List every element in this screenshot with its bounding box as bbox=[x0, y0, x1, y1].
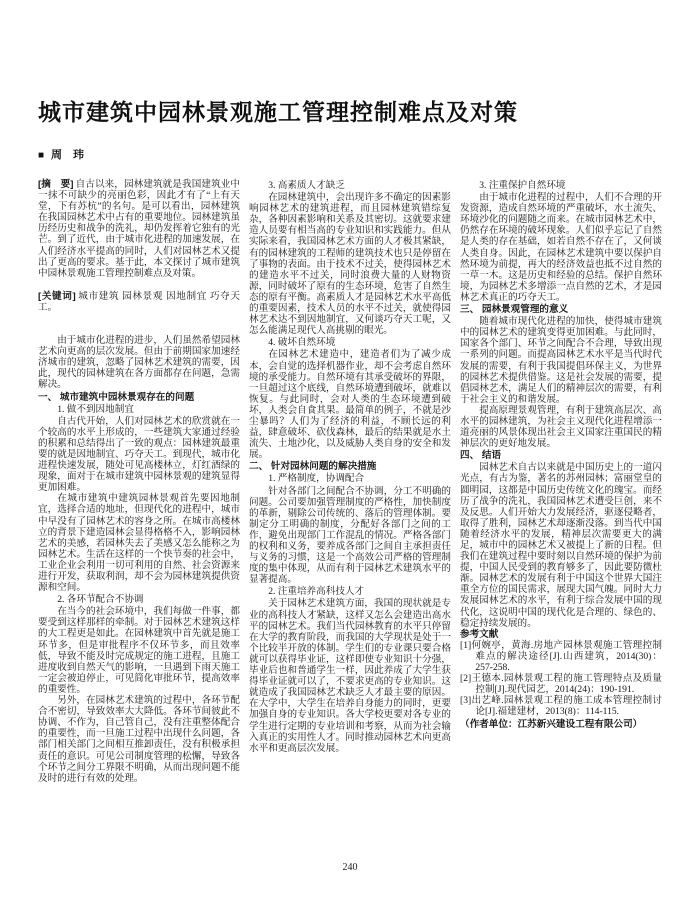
subsection-heading: 4. 破坏自然环境 bbox=[268, 337, 336, 349]
paragraph: 关于园林艺术建筑方面，我国的现状就是专业的高科技人才紧缺，这样又怎么会建造出高水平的园林艺术。我们当代园林教育的水平只停留在大学的教育阶段，而我国的大学现状是处于一个比较半开放的体制。学生们的专业课只要合格就可以获得毕业证，这样即使专业知识十分强，毕业后也和普通学生一样，因此养成了大学生获得毕业证就可以了，不要求更高的专业知识。这就造成了我国园林艺术缺乏人才最主要的原因。在大学中，大学生在培养自身能力的同时，更要加强自身的专业知识。各大学校更要对各专业的学生进行定期的专业培训和考察，从而为社会输入真正的实用性人才。同时推动园林艺术向更高水平和更高层次发展。 bbox=[249, 598, 451, 754]
keywords-text: 城市建筑 园林景观 因地制宜 巧夺天工。 bbox=[38, 290, 240, 313]
paragraph: 在园林艺术建造中，建造者们为了减少成本，会自觉的选择机器作业，却不会考虑自然环境的承受能力。自然环境有其承受破坏的界限，一旦超过这个底线，自然环境遭到破坏，就难以恢复。与此同时，会对人类的生态环境遭到破坏，人类会自食其果。最简单的例子，不就是沙尘暴吗？人们为了经济的利益，不顾长远的利益，肆意破坏、砍伐森林，最后的结果就是水土流失、土地沙化，以及威胁人类自身的安全和发展。 bbox=[249, 349, 451, 461]
affiliation: （作者单位：江苏新兴建设工程有限公司） bbox=[460, 718, 643, 730]
abstract-text: 自古以来，园林建筑就是我国建筑业中一抹不可缺少的亮丽色彩，因此才有了“上有天堂，下有苏杭”的名句。是可以看出，园林建筑在我国园林艺术中占有的重要地位。园林建筑虽历经历史和战争的洗礼，却仍发挥着它独有的光芒。到了近代，由于城市化进程的加速发展，在人们经济水平提高的同时，人们对园林艺术又提出了更高的要求。基于此，本文探讨了城市建筑中园林景观施工管理控制难点及对策。 bbox=[38, 179, 241, 279]
author-marker: ■ bbox=[38, 150, 45, 161]
paragraph: 园林艺术自古以来就是中国历史上的一道闪光点，有古为鉴，著名的苏州园林；富丽堂皇的圆明园，这都是中国历史传统文化的瑰宝。而经历了战争的洗礼，我国园林艺术遭受巨创，来不及反思。人们开始大力发展经济，驱逐侵略者，取得了胜利，园林艺术却逐渐没落。到当代中国随着经济水平的发展，精神层次需要更大的满足，城市中的园林艺术又被提上了新的日程。但我们在建筑过程中要时刻以自然环境的保护为前提，中国人民受到的教育够多了，因此要防微杜渐。园林艺术的发展有利于中国这个世界大国注重全方位的国民需求，展现大国气魄。同时大力发展园林艺术的水平，有利于综合发展中国的现代化，这说明中国的现代化是合理的、绿色的、稳定持续发展的。 bbox=[460, 462, 662, 629]
paragraph: 提高原理景观管理，有利于建筑高层次、高水平的园林建筑，为社会主义现代化进程增添一道亮丽的风景体现出社会主义国家注重国民的精神层次的更好地发展。 bbox=[460, 404, 662, 450]
abstract bbox=[38, 179, 240, 279]
abstract-label: [摘 要] bbox=[38, 179, 74, 190]
column-left bbox=[38, 179, 240, 784]
subsection-heading: 2. 各环节配合不协调 bbox=[57, 594, 144, 606]
subsection-heading: 3. 高素质人才缺乏 bbox=[268, 180, 345, 191]
article-body bbox=[38, 179, 662, 784]
paragraph: 自古代开始，人们对园林艺术的欣赏就在一个较高的水平上形成的，一些建筑大家通过经验的积累和总结得出了一致的观点：园林建筑最重要的就是因地制宜、巧夺天工。到现代，城市化进程快速发展，随处可见高楼林立，灯红酒绿的现象，面对于在城市建筑中园林景观的建筑显得更加困难。 bbox=[38, 415, 240, 494]
article-title: 城市建筑中园林景观施工管理控制难点及对策 bbox=[38, 99, 518, 125]
keywords bbox=[38, 291, 240, 313]
section-heading: 一、 城市建筑中园林景观存在的问题 bbox=[38, 391, 195, 403]
paragraph: 在城市建筑中建筑园林景观首先要因地制宜，选择合适的地址，但现代化的进程中，城市中早没有了园林艺术的容身之所。在城市高楼林立的背景下建造园林会显得格格不入，影响园林艺术的美感，若园林失去了美感又怎么能称之为园林艺术。生活在这样的一个快节奏的社会中，工业企业会利用一切可利用的自然、社会资源来进行开发，获取利润，却不会为园林建筑提供资源和空间。 bbox=[38, 493, 240, 594]
column-middle bbox=[249, 179, 451, 784]
section-heading: 二、 针对园林问题的解决措施 bbox=[249, 461, 377, 473]
section-heading: 三、 园林景观管理的意义 bbox=[460, 304, 569, 316]
paragraph: 在当今的社会环境中，我们每做一件事，都要受到这样那样的牵制。对于园林艺术建筑这样的大工程更是如此。在园林建筑中首先就是施工环节多，但是审批程序不仅环节多，而且效率低，导致不能及时完成规定的施工进程，且施工进度收到自然天气的影响，一旦遇到下雨天施工一定会被迫停止，可见简化审批环节，提高效率的重要性。 bbox=[38, 606, 240, 695]
paragraph: 由于城市化进程的进步，人们虽然希望园林艺术向更高的层次发展。但由于前期国家加速经济城市的建筑，忽略了园林艺术建筑的需要，因此，现代的园林建筑在各方面都存在问题，急需解决。 bbox=[38, 335, 240, 391]
section-heading: 四、 结语 bbox=[460, 450, 502, 462]
subsection-heading: 2. 注重培养高科技人才 bbox=[268, 586, 365, 598]
keywords-label: [关键词] bbox=[38, 290, 76, 302]
subsection-heading: 3. 注重保护自然环境 bbox=[479, 180, 566, 191]
reference-item: [2]王德本.园林景观工程的施工管理特点及质量控制[J].现代园艺，2014(24)：190-191. bbox=[460, 673, 662, 696]
references-heading: 参考文献 bbox=[460, 628, 499, 640]
reference-item: [3]出艺峰.园林景观工程的施工成本管理控制讨论[J].福建建材，2013(8)：114-115. bbox=[460, 695, 662, 718]
paragraph: 由于城市化进程的过程中，人们不合理的开发资源，造成自然环境的严重破坏，水土流失、环境沙化的问题随之而来。在城市园林艺术中，仍然存在环境的破坏现象。人们似乎忘记了自然是人类的存在基础，如若自然不存在了，又何谈人类自身。因此，在园林艺术建筑中要以保护自然环境为前提，再大的经济效益也抵不过自然的一草一木。这是历史和经验的总结。保护自然环境，为园林艺术多增添一点自然的艺术，才是园林艺术真正的巧夺天工。 bbox=[460, 192, 662, 303]
reference-item: [1]何婉亭，黄海.房地产园林景观施工管理控制难点的解决途径[J].山西建筑，2014(30)：257-258. bbox=[460, 639, 662, 674]
subsection-heading: 1. 做不到因地制宜 bbox=[57, 403, 134, 415]
paragraph: 随着城市现代化进程的加快，使得城市建筑中的园林艺术的建筑变得更加困难。与此同时，国家各个部门、环节之间配合不合理，导致出现一系列的问题。而提高园林艺术水平是当代时代发展的需要，有利于我国提倡环保主义，为世界的园林艺术提供借鉴。这是社会发展的需要，提倡园林艺术，满足人们的精神层次的需要，有利于社会主义的和谐发展。 bbox=[460, 316, 662, 405]
paragraph: 在园林建筑中，会出现许多不确定的因素影响园林艺术的建筑进程，而且园林建筑错综复杂，各种因素影响和关系及其密切。这就要求建造人员要有相当高的专业知识和实践能力。但从实际来看，我国园林艺术方面的人才极其紧缺，有的园林建筑的工程师的建筑技术也只是停留在了事物的表面。由于技术不过关，使得园林艺术的建造水平不过关，同时浪费大量的人财物资源，同时破坏了原有的生态环境，危害了自然生态的原有平衡。高素质人才是园林艺术水平高低的重要因素，技术人员的水平不过关，就使得园林艺术达不到因地制宜，又何谈巧夺天工呢，又怎么能满足现代人高挑剔的眼光。 bbox=[249, 192, 451, 337]
author-name: 周 玮 bbox=[51, 149, 85, 161]
page-number: 240 bbox=[342, 862, 358, 873]
column-right bbox=[460, 179, 662, 784]
subsection-heading: 1. 严格制度，协调配合 bbox=[268, 473, 365, 485]
paragraph: 另外，在园林艺术建筑的过程中，各环节配合不密切，导致效率大大降低。各环节间彼此不协调、不作为，自己管自己，没有注重整体配合的重要性，而一旦施工过程中出现什么问题，各部门相关部门之间相互推卸责任，没有积极承担责任的意识。可见公司制度管理的松懈，导致各个环节之间分工界限不明确，从而出现问题不能及时的进行有效的处理。 bbox=[38, 695, 240, 784]
author-line bbox=[38, 146, 84, 162]
paragraph: 针对各部门之间配合不协调，分工不明确的问题。公司要加强管理制度的严格性，加快制度的革新，剔除公司传统的、落后的管理体制。要制定分工明确的制度，分配好各部门之间的工作，避免出现部门工作混乱的情况。严格各部门的权利和义务，要养成各部门之间自主承担责任与义务的习惯，这是一个高效公司严格的管理制度的集中体现，从而有利于园林艺术建筑水平的显著提高。 bbox=[249, 485, 451, 586]
